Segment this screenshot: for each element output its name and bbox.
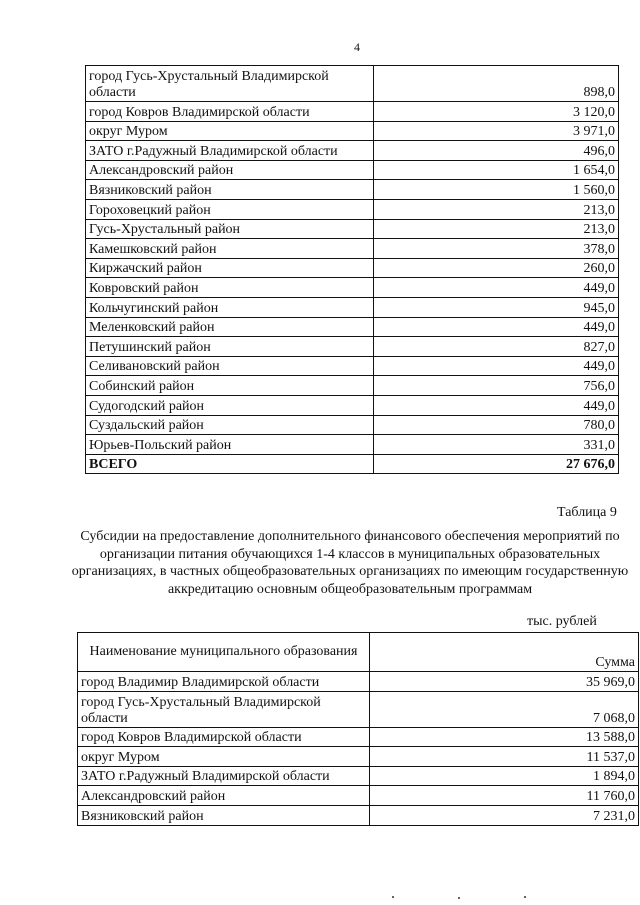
row-municipality: Камешковский район — [86, 239, 374, 259]
row-municipality: Гусь-Хрустальный район — [86, 219, 374, 239]
table-9 — [77, 632, 639, 826]
table-row — [86, 66, 619, 102]
table-row — [86, 337, 619, 357]
row-municipality: ЗАТО г.Радужный Владимирской области — [86, 141, 374, 161]
row-amount: 449,0 — [374, 278, 619, 298]
row-amount: 213,0 — [374, 219, 619, 239]
row-municipality: Юрьев-Польский район — [86, 435, 374, 455]
row-amount: 7 231,0 — [370, 805, 639, 825]
table-row — [86, 180, 619, 200]
row-amount: 780,0 — [374, 415, 619, 435]
row-municipality: Петушинский район — [86, 337, 374, 357]
scan-speck — [524, 896, 526, 898]
row-municipality: округ Муром — [78, 747, 370, 767]
row-municipality: Гороховецкий район — [86, 199, 374, 219]
table-row — [86, 239, 619, 259]
row-municipality: город Ковров Владимирской области — [86, 102, 374, 122]
row-municipality: Собинский район — [86, 376, 374, 396]
row-amount: 1 894,0 — [370, 766, 639, 786]
row-amount: 213,0 — [374, 199, 619, 219]
row-amount: 449,0 — [374, 395, 619, 415]
row-amount: 3 120,0 — [374, 102, 619, 122]
table-row — [78, 766, 639, 786]
row-amount: 827,0 — [374, 337, 619, 357]
row-municipality: округ Муром — [86, 121, 374, 141]
table-row — [86, 102, 619, 122]
table-header-row — [78, 633, 639, 672]
row-amount: 449,0 — [374, 317, 619, 337]
row-amount: 11 537,0 — [370, 747, 639, 767]
row-municipality: Вязниковский район — [78, 805, 370, 825]
row-municipality: город Ковров Владимирской области — [78, 727, 370, 747]
table-row — [86, 435, 619, 455]
table-row — [78, 727, 639, 747]
scan-speck — [458, 897, 460, 899]
table-row — [78, 805, 639, 825]
table-row — [78, 691, 639, 727]
row-amount: 11 760,0 — [370, 786, 639, 806]
row-amount: 1 560,0 — [374, 180, 619, 200]
table-row — [78, 747, 639, 767]
subsidy-table-continued — [85, 65, 619, 474]
row-municipality: Кольчугинский район — [86, 297, 374, 317]
scan-speck — [392, 896, 394, 898]
table-row — [86, 160, 619, 180]
row-amount: 13 588,0 — [370, 727, 639, 747]
table-row — [86, 219, 619, 239]
row-amount: 898,0 — [374, 66, 619, 102]
row-municipality: Александровский район — [78, 786, 370, 806]
table-row — [86, 278, 619, 298]
total-row — [86, 454, 619, 474]
row-municipality: Александровский район — [86, 160, 374, 180]
row-municipality: Киржачский район — [86, 258, 374, 278]
table-row — [86, 317, 619, 337]
total-label: ВСЕГО — [86, 454, 374, 474]
row-amount: 7 068,0 — [370, 691, 639, 727]
row-municipality: Меленковский район — [86, 317, 374, 337]
row-amount: 496,0 — [374, 141, 619, 161]
table-row — [78, 786, 639, 806]
row-municipality: Судогодский район — [86, 395, 374, 415]
row-amount: 945,0 — [374, 297, 619, 317]
row-municipality: Селивановский район — [86, 356, 374, 376]
header-amount: Сумма — [370, 633, 639, 672]
table-row — [86, 376, 619, 396]
table-row — [86, 258, 619, 278]
table-row — [86, 395, 619, 415]
row-amount: 756,0 — [374, 376, 619, 396]
page-number: 4 — [354, 40, 360, 54]
table-row — [86, 297, 619, 317]
row-amount: 378,0 — [374, 239, 619, 259]
row-amount: 449,0 — [374, 356, 619, 376]
table-row — [86, 141, 619, 161]
table-caption: Таблица 9 — [557, 505, 617, 520]
row-amount: 260,0 — [374, 258, 619, 278]
table-row — [86, 121, 619, 141]
row-municipality: город Гусь-Хрустальный Владимирской области — [86, 66, 374, 102]
row-amount: 35 969,0 — [370, 672, 639, 692]
row-amount: 331,0 — [374, 435, 619, 455]
table-row — [86, 199, 619, 219]
row-municipality: город Владимир Владимирской области — [78, 672, 370, 692]
header-municipality: Наименование муниципального образования — [78, 633, 370, 672]
row-amount: 1 654,0 — [374, 160, 619, 180]
table-row — [86, 415, 619, 435]
table-row — [86, 356, 619, 376]
row-amount: 3 971,0 — [374, 121, 619, 141]
table-title: Субсидии на предоставление дополнительного финансового обеспечения мероприятий по организации питания обучающихся 1-4 классов в муниципальных образовательных организациях, в частных общеобразовательных организациях по имеющим государственную аккредитацию основным общеобразовательным программам — [71, 529, 629, 597]
row-municipality: Суздальский район — [86, 415, 374, 435]
units-label: тыс. рублей — [527, 614, 597, 629]
row-municipality: город Гусь-Хрустальный Владимирской области — [78, 691, 370, 727]
table-row — [78, 672, 639, 692]
row-municipality: ЗАТО г.Радужный Владимирской области — [78, 766, 370, 786]
total-value: 27 676,0 — [374, 454, 619, 474]
row-municipality: Вязниковский район — [86, 180, 374, 200]
row-municipality: Ковровский район — [86, 278, 374, 298]
